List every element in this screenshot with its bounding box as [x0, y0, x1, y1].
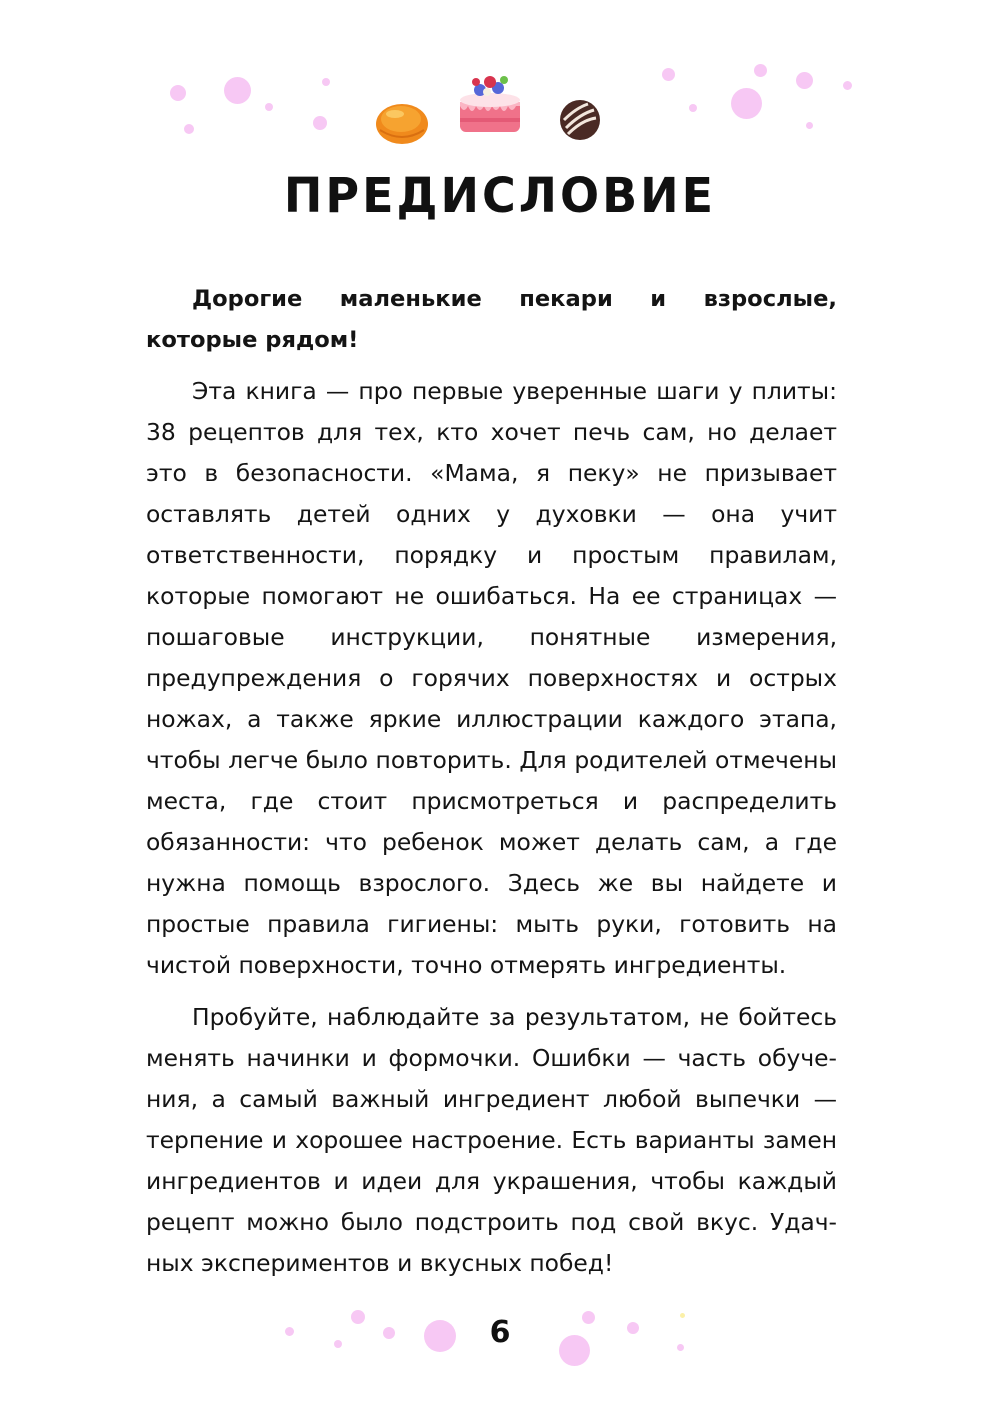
decor-dot [582, 1311, 595, 1324]
decor-dot [796, 72, 813, 89]
decor-dot [731, 88, 762, 119]
decor-dot [265, 103, 273, 111]
decor-dot [351, 1310, 365, 1324]
greeting: Дорогие маленькие пекари и взрослые, которые рядом! [146, 286, 837, 353]
decor-dot [689, 104, 697, 112]
decor-dot [662, 68, 675, 81]
bun-icon [374, 96, 430, 148]
decor-dot [677, 1344, 684, 1351]
decor-dot [627, 1322, 639, 1334]
decor-dot [170, 85, 186, 101]
paragraph: Эта книга — про первые уверенные шаги у плиты: 38 рецептов для тех, кто хочет печь сам, но делает это в безопасности. «Мама, я пеку» не призывает оставлять детей одних у духовки — она учит ответственности, порядку и простым правилам, которые помогают не ошибаться. На ее страницах — пошаговые инструкции, понятные измерения, предупреждения о горячих поверхностях и острых ножах, а также яркие иллюстрации каждого этапа, чтобы легче было повторить. Для родителей отмечены места, где стоит присмотреться и распределить обязанности: что ребенок может делать сам, а где нужна помощь взрослого. Здесь же вы найдете и простые правила гигиены: мыть руки, готовить на чистой поверхности, точно отмерять ингредиенты. [146, 377, 837, 979]
decor-dot [680, 1313, 685, 1318]
decor-dot [322, 78, 330, 86]
decor-dot [383, 1327, 395, 1339]
decor-dot [184, 124, 194, 134]
decor-dot [334, 1340, 342, 1348]
paragraph: Пробуйте, наблюдайте за результатом, не бойтесь менять начинки и формочки. Ошибки — часть обучения, а самый важный ингредиент любой выпечки — терпение и хорошее настроение. Есть варианты замен ингредиентов и идеи для украшения, чтобы каждый рецепт можно было подстроить под свой вкус. Удачных экспериментов и вкусных побед! [146, 1003, 837, 1277]
decor-dot [806, 122, 813, 129]
chocolate-candy-icon [558, 98, 602, 142]
page-number: 6 [489, 1315, 511, 1350]
decor-dot [285, 1327, 294, 1336]
decor-dot [424, 1320, 456, 1352]
cake-icon [454, 70, 526, 136]
page-title: ПРЕДИСЛОВИЕ [283, 166, 717, 224]
decor-dot [224, 77, 251, 104]
decor-dot [843, 81, 852, 90]
decor-dot [313, 116, 327, 130]
foreword-text [146, 279, 837, 1295]
decor-dot [559, 1335, 590, 1366]
decor-dot [754, 64, 767, 77]
